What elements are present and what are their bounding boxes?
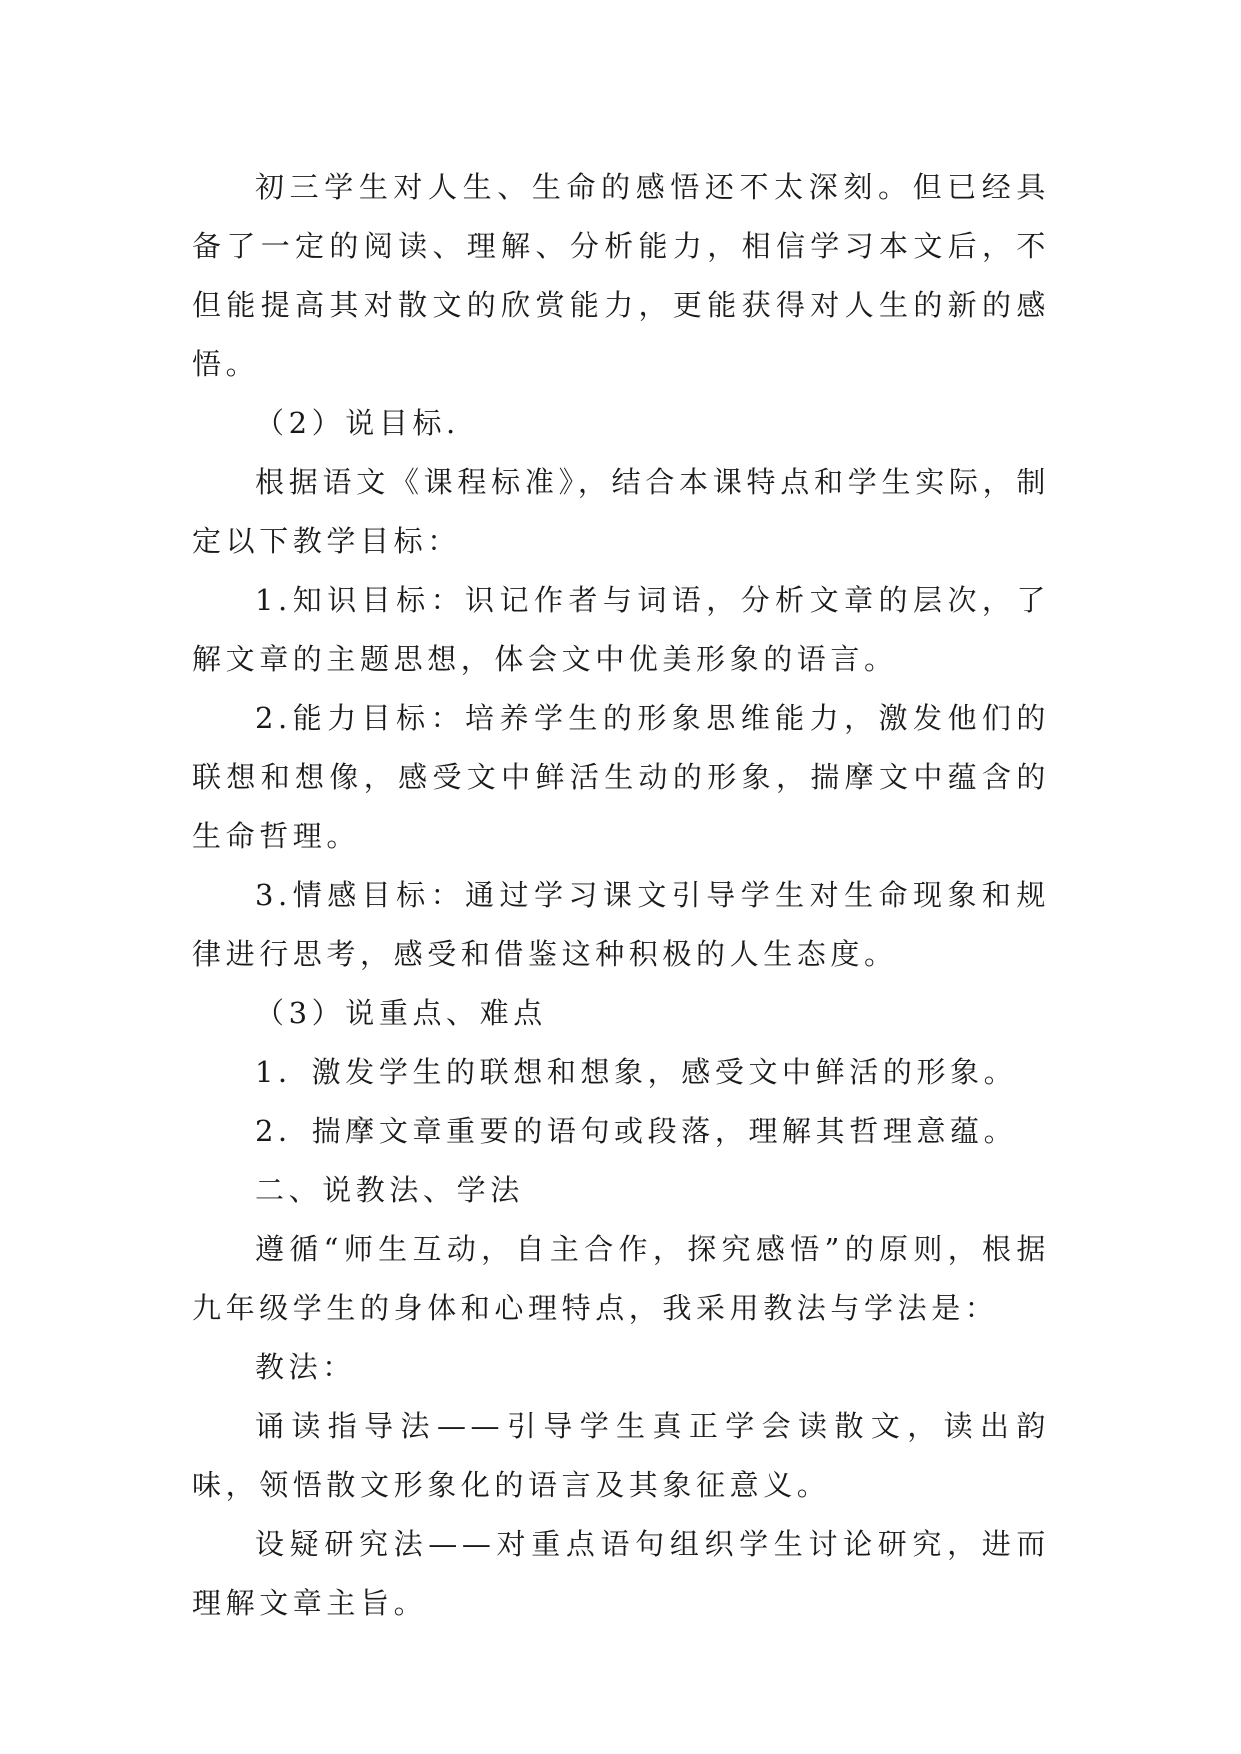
paragraph-inquiry-method: 设疑研究法——对重点语句组织学生讨论研究，进而理解文章主旨。: [192, 1527, 1050, 1620]
heading-teaching-methods: 教法：: [255, 1350, 356, 1384]
heading-objectives: （2）说目标.: [255, 406, 460, 440]
paragraph-objectives-intro: 根据语文《课程标准》，结合本课特点和学生实际，制定以下教学目标：: [192, 465, 1050, 558]
heading-methods: 二、说教法、学法: [255, 1173, 524, 1207]
paragraph-emotion-goal: 3.情感目标：通过学习课文引导学生对生命现象和规律进行思考，感受和借鉴这种积极的人生态度。: [192, 878, 1050, 971]
paragraph-key-point-1: 1．激发学生的联想和想象，感受文中鲜活的形象。: [255, 1055, 1018, 1089]
paragraph-knowledge-goal: 1.知识目标：识记作者与词语，分析文章的层次，了解文章的主题思想，体会文中优美形象的语言。: [192, 583, 1050, 676]
paragraph-methods-intro: 遵循“师生互动，自主合作，探究感悟”的原则，根据九年级学生的身体和心理特点，我采用教法与学法是：: [192, 1232, 1050, 1325]
paragraph-key-point-2: 2．揣摩文章重要的语句或段落，理解其哲理意蕴。: [255, 1114, 1018, 1148]
document-body: [192, 158, 1050, 1633]
heading-key-points: （3）说重点、难点: [255, 996, 547, 1030]
paragraph-ability-goal: 2.能力目标：培养学生的形象思维能力，激发他们的联想和想像，感受文中鲜活生动的形象，揣摩文中蕴含的生命哲理。: [192, 701, 1050, 853]
paragraph-reading-method: 诵读指导法——引导学生真正学会读散文，读出韵味，领悟散文形象化的语言及其象征意义。: [192, 1409, 1050, 1502]
paragraph-student-analysis: 初三学生对人生、生命的感悟还不太深刻。但已经具备了一定的阅读、理解、分析能力，相信学习本文后，不但能提高其对散文的欣赏能力，更能获得对人生的新的感悟。: [192, 170, 1050, 381]
